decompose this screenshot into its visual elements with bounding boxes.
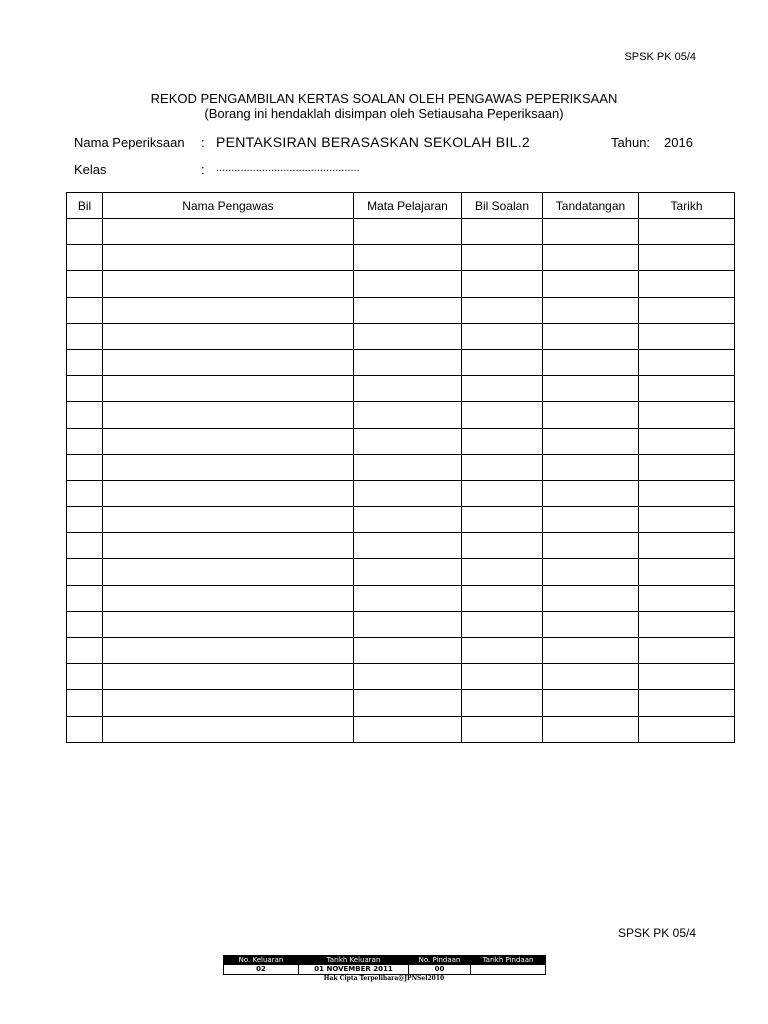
cell-tandatangan[interactable]	[543, 454, 639, 480]
cell-bil-soalan[interactable]	[462, 245, 543, 271]
cell-bil[interactable]	[67, 349, 103, 375]
table-row	[67, 533, 735, 559]
revision-header-tarikh-pindaan: Tarikh Pindaan	[471, 956, 546, 965]
cell-bil[interactable]	[67, 690, 103, 716]
year-value: 2016	[664, 135, 693, 150]
cell-nama-pengawas[interactable]	[103, 585, 354, 611]
cell-tarikh[interactable]	[639, 585, 735, 611]
cell-tarikh[interactable]	[639, 376, 735, 402]
revision-tarikh-pindaan	[471, 965, 546, 975]
cell-tandatangan[interactable]	[543, 559, 639, 585]
cell-tarikh[interactable]	[639, 716, 735, 742]
cell-bil[interactable]	[67, 245, 103, 271]
cell-bil[interactable]	[67, 428, 103, 454]
table-row	[67, 585, 735, 611]
cell-bil-soalan[interactable]	[462, 480, 543, 506]
cell-nama-pengawas[interactable]	[103, 638, 354, 664]
exam-name-colon: :	[201, 135, 205, 150]
cell-nama-pengawas[interactable]	[103, 533, 354, 559]
cell-nama-pengawas[interactable]	[103, 219, 354, 245]
cell-tandatangan[interactable]	[543, 428, 639, 454]
revision-value-row	[224, 965, 546, 975]
cell-tarikh[interactable]	[639, 611, 735, 637]
cell-mata-pelajaran[interactable]	[354, 585, 462, 611]
cell-nama-pengawas[interactable]	[103, 664, 354, 690]
cell-tandatangan[interactable]	[543, 245, 639, 271]
cell-tarikh[interactable]	[639, 323, 735, 349]
exam-name-label: Nama Peperiksaan	[74, 135, 185, 150]
table-row	[67, 507, 735, 533]
cell-bil-soalan[interactable]	[462, 533, 543, 559]
table-row	[67, 559, 735, 585]
table-row	[67, 297, 735, 323]
cell-tarikh[interactable]	[639, 507, 735, 533]
cell-nama-pengawas[interactable]	[103, 507, 354, 533]
header-mata-pelajaran: Mata Pelajaran	[354, 193, 462, 219]
cell-tandatangan[interactable]	[543, 690, 639, 716]
cell-nama-pengawas[interactable]	[103, 323, 354, 349]
cell-tarikh[interactable]	[639, 690, 735, 716]
table-row	[67, 219, 735, 245]
class-value: ...............................................	[216, 162, 360, 174]
cell-bil-soalan[interactable]	[462, 428, 543, 454]
form-code-bottom: SPSK PK 05/4	[617, 926, 696, 940]
cell-tandatangan[interactable]	[543, 349, 639, 375]
revision-table	[223, 955, 546, 975]
cell-mata-pelajaran[interactable]	[354, 533, 462, 559]
cell-bil[interactable]	[67, 585, 103, 611]
cell-mata-pelajaran[interactable]	[354, 402, 462, 428]
revision-header-tarikh-keluaran: Tarikh Keluaran	[299, 956, 409, 965]
cell-bil[interactable]	[67, 638, 103, 664]
table-row	[67, 716, 735, 742]
cell-tarikh[interactable]	[639, 664, 735, 690]
cell-nama-pengawas[interactable]	[103, 611, 354, 637]
cell-mata-pelajaran[interactable]	[354, 454, 462, 480]
cell-tandatangan[interactable]	[543, 297, 639, 323]
cell-mata-pelajaran[interactable]	[354, 611, 462, 637]
cell-nama-pengawas[interactable]	[103, 376, 354, 402]
cell-bil[interactable]	[67, 480, 103, 506]
header-bil-soalan: Bil Soalan	[462, 193, 543, 219]
cell-mata-pelajaran[interactable]	[354, 271, 462, 297]
cell-bil-soalan[interactable]	[462, 507, 543, 533]
cell-bil[interactable]	[67, 611, 103, 637]
cell-bil-soalan[interactable]	[462, 585, 543, 611]
cell-bil[interactable]	[67, 323, 103, 349]
revision-header-row	[224, 956, 546, 965]
invigilator-table	[66, 192, 735, 743]
cell-tandatangan[interactable]	[543, 480, 639, 506]
cell-mata-pelajaran[interactable]	[354, 690, 462, 716]
cell-mata-pelajaran[interactable]	[354, 376, 462, 402]
cell-nama-pengawas[interactable]	[103, 297, 354, 323]
cell-tarikh[interactable]	[639, 638, 735, 664]
cell-tarikh[interactable]	[639, 297, 735, 323]
cell-tandatangan[interactable]	[543, 585, 639, 611]
cell-bil-soalan[interactable]	[462, 690, 543, 716]
cell-mata-pelajaran[interactable]	[354, 349, 462, 375]
cell-tarikh[interactable]	[639, 402, 735, 428]
year-label: Tahun:	[611, 135, 651, 150]
cell-mata-pelajaran[interactable]	[354, 638, 462, 664]
cell-bil[interactable]	[67, 454, 103, 480]
table-row	[67, 611, 735, 637]
header-bil: Bil	[67, 193, 103, 219]
table-body	[67, 219, 735, 743]
form-code-top: SPSK PK 05/4	[624, 51, 696, 63]
cell-bil-soalan[interactable]	[462, 402, 543, 428]
cell-bil-soalan[interactable]	[462, 611, 543, 637]
table-row	[67, 428, 735, 454]
cell-mata-pelajaran[interactable]	[354, 297, 462, 323]
cell-bil-soalan[interactable]	[462, 716, 543, 742]
cell-nama-pengawas[interactable]	[103, 402, 354, 428]
cell-tandatangan[interactable]	[543, 219, 639, 245]
cell-tarikh[interactable]	[639, 219, 735, 245]
cell-nama-pengawas[interactable]	[103, 428, 354, 454]
table-row	[67, 664, 735, 690]
cell-bil[interactable]	[67, 271, 103, 297]
table-row	[67, 454, 735, 480]
revision-header-no-keluaran: No. Keluaran	[224, 956, 299, 965]
cell-bil-soalan[interactable]	[462, 349, 543, 375]
table-row	[67, 323, 735, 349]
cell-bil[interactable]	[67, 297, 103, 323]
cell-bil-soalan[interactable]	[462, 638, 543, 664]
cell-mata-pelajaran[interactable]	[354, 323, 462, 349]
table-row	[67, 245, 735, 271]
table-row	[67, 480, 735, 506]
revision-header-no-pindaan: No. Pindaan	[409, 956, 471, 965]
header-nama-pengawas: Nama Pengawas	[103, 193, 354, 219]
cell-bil[interactable]	[67, 376, 103, 402]
cell-tandatangan[interactable]	[543, 402, 639, 428]
cell-nama-pengawas[interactable]	[103, 271, 354, 297]
cell-tandatangan[interactable]	[543, 533, 639, 559]
cell-bil[interactable]	[67, 402, 103, 428]
cell-mata-pelajaran[interactable]	[354, 664, 462, 690]
cell-bil-soalan[interactable]	[462, 664, 543, 690]
revision-no-keluaran: 02	[224, 965, 299, 975]
cell-mata-pelajaran[interactable]	[354, 480, 462, 506]
form-title-block	[0, 91, 768, 121]
cell-tandatangan[interactable]	[543, 376, 639, 402]
cell-bil-soalan[interactable]	[462, 297, 543, 323]
table-row	[67, 376, 735, 402]
table-row	[67, 402, 735, 428]
exam-name-value: PENTAKSIRAN BERASASKAN SEKOLAH BIL.2	[216, 134, 530, 150]
cell-nama-pengawas[interactable]	[103, 690, 354, 716]
cell-mata-pelajaran[interactable]	[354, 559, 462, 585]
cell-tandatangan[interactable]	[543, 611, 639, 637]
table-row	[67, 638, 735, 664]
cell-tarikh[interactable]	[639, 428, 735, 454]
table-header-row	[67, 193, 735, 219]
cell-nama-pengawas[interactable]	[103, 716, 354, 742]
table-row	[67, 271, 735, 297]
cell-mata-pelajaran[interactable]	[354, 245, 462, 271]
cell-mata-pelajaran[interactable]	[354, 507, 462, 533]
cell-tandatangan[interactable]	[543, 507, 639, 533]
cell-bil-soalan[interactable]	[462, 559, 543, 585]
cell-tandatangan[interactable]	[543, 323, 639, 349]
cell-bil-soalan[interactable]	[462, 376, 543, 402]
cell-tandatangan[interactable]	[543, 271, 639, 297]
cell-nama-pengawas[interactable]	[103, 480, 354, 506]
table-row	[67, 690, 735, 716]
cell-tandatangan[interactable]	[543, 716, 639, 742]
cell-bil-soalan[interactable]	[462, 323, 543, 349]
form-subtitle: (Borang ini hendaklah disimpan oleh Setiausaha Peperiksaan)	[204, 106, 564, 121]
header-tandatangan: Tandatangan	[543, 193, 639, 219]
cell-mata-pelajaran[interactable]	[354, 716, 462, 742]
cell-bil-soalan[interactable]	[462, 271, 543, 297]
form-title: REKOD PENGAMBILAN KERTAS SOALAN OLEH PENGAWAS PEPERIKSAAN	[150, 91, 618, 106]
table-row	[67, 349, 735, 375]
revision-no-pindaan: 00	[409, 965, 471, 975]
cell-tarikh[interactable]	[639, 271, 735, 297]
cell-tandatangan[interactable]	[543, 664, 639, 690]
cell-nama-pengawas[interactable]	[103, 454, 354, 480]
cell-bil[interactable]	[67, 559, 103, 585]
cell-tarikh[interactable]	[639, 454, 735, 480]
cell-bil[interactable]	[67, 507, 103, 533]
cell-bil-soalan[interactable]	[462, 454, 543, 480]
cell-tarikh[interactable]	[639, 245, 735, 271]
class-colon: :	[201, 162, 205, 177]
revision-tarikh-keluaran: 01 NOVEMBER 2011	[299, 965, 409, 975]
header-tarikh: Tarikh	[639, 193, 735, 219]
cell-tarikh[interactable]	[639, 480, 735, 506]
cell-bil-soalan[interactable]	[462, 219, 543, 245]
cell-nama-pengawas[interactable]	[103, 349, 354, 375]
cell-mata-pelajaran[interactable]	[354, 428, 462, 454]
cell-mata-pelajaran[interactable]	[354, 219, 462, 245]
cell-tarikh[interactable]	[639, 533, 735, 559]
cell-nama-pengawas[interactable]	[103, 559, 354, 585]
cell-bil[interactable]	[67, 664, 103, 690]
cell-tarikh[interactable]	[639, 559, 735, 585]
cell-bil[interactable]	[67, 716, 103, 742]
cell-bil[interactable]	[67, 533, 103, 559]
cell-tarikh[interactable]	[639, 349, 735, 375]
cell-nama-pengawas[interactable]	[103, 245, 354, 271]
cell-bil[interactable]	[67, 219, 103, 245]
class-label: Kelas	[74, 162, 107, 177]
cell-tandatangan[interactable]	[543, 638, 639, 664]
copyright-notice: Hak Cipta Terpelihara@JPNSel2010	[323, 975, 445, 982]
